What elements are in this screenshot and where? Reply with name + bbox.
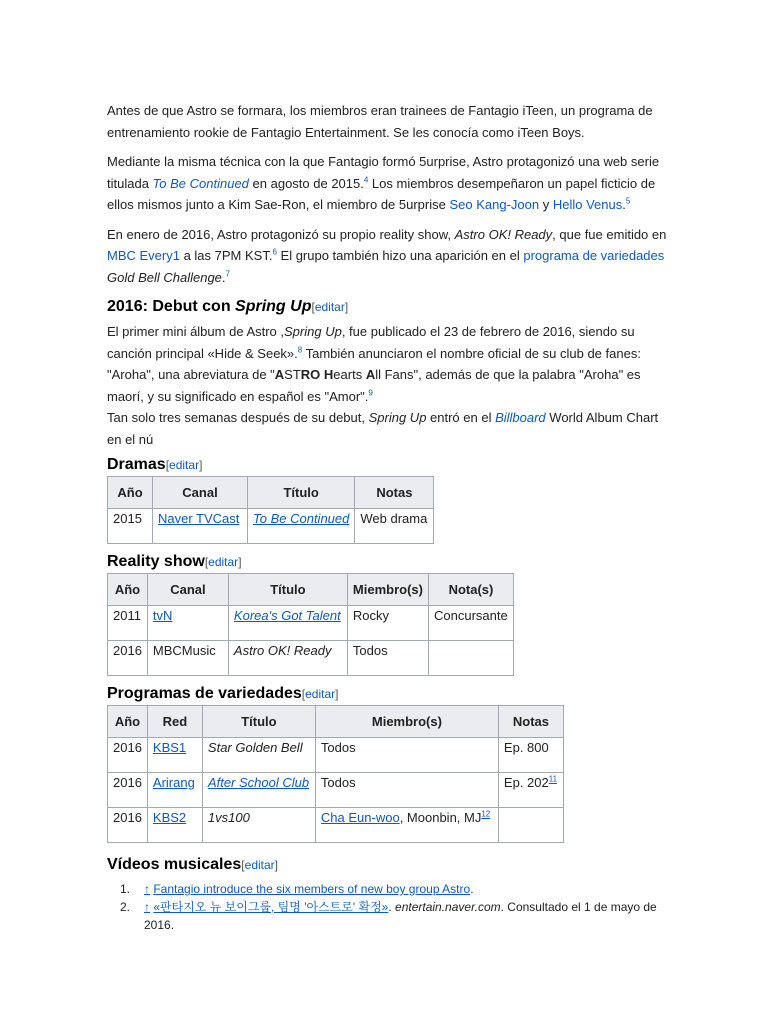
column-header: Título [202, 706, 315, 738]
text: , fue publicado el 23 de febrero de 2016, siendo su canción principal «Hide & Seek». [107, 324, 635, 361]
cell-channel [147, 606, 228, 641]
cell-notes: Web drama [355, 509, 434, 544]
reference-text: . [470, 882, 474, 896]
text: El primer mini álbum de Astro , [107, 324, 285, 339]
table-row [108, 808, 564, 843]
italic-title: Spring Up [368, 410, 427, 425]
table-row [108, 738, 564, 773]
bracket: ] [344, 300, 349, 314]
table-row [108, 509, 434, 544]
italic-title: Astro OK! Ready [454, 226, 553, 242]
intro-text: Antes de que Astro se formara, los miembros eran trainees de Fantagio iTeen, un programa de entrenamiento rookie de Fantagio Entertainment. Se les conocía como iTeen Boys. [107, 103, 653, 140]
reference-source: entertain.naver.com [395, 900, 501, 914]
heading-text: Vídeos musicales [107, 856, 242, 873]
text: En enero de 2016, Astro protagonizó su propio reality show, [107, 226, 455, 242]
members-text: , Moonbin, MJ [399, 810, 482, 825]
reference-link[interactable]: Fantagio introduce the six members of new boy group Astro [153, 882, 471, 896]
notes-text: Ep. 202 [503, 775, 549, 790]
column-header: Notas [355, 477, 434, 509]
column-header: Año [108, 574, 148, 606]
debut-paragraph-1 [107, 321, 667, 407]
reference-text: . Consultado el 1 de mayo de 2016. [144, 900, 657, 932]
link-to-be-continued[interactable]: To Be Continued [253, 511, 350, 526]
cell-members [315, 808, 498, 843]
text: ll Fans", además de que la palabra "Aroha" es maorí, y su significado en español es "Amor". [107, 367, 641, 404]
link-kbs2[interactable]: KBS2 [152, 810, 187, 825]
edit-link[interactable]: editar [244, 858, 275, 872]
link-mbc-every1[interactable]: MBC Every1 [107, 248, 180, 263]
back-arrow-link[interactable]: ↑ [144, 900, 150, 914]
edit-link[interactable]: editar [314, 300, 345, 314]
reference-number: 2. [120, 900, 131, 914]
ref-4[interactable]: 4 [363, 175, 369, 185]
section-heading-variety [107, 683, 667, 705]
link-koreas-got-talent[interactable]: Korea's Got Talent [233, 608, 341, 623]
cell-year: 2016 [108, 641, 148, 676]
bracket: ] [335, 687, 339, 701]
column-header: Notas [498, 706, 563, 738]
text: y [539, 197, 553, 212]
intro-paragraph-3 [107, 224, 667, 289]
bracket: [ [241, 858, 245, 872]
cell-title [228, 606, 347, 641]
italic-title: Spring Up [284, 324, 342, 339]
reality-show-table [107, 573, 514, 676]
references-list [120, 880, 680, 934]
text: Los miembros desempeñaron un papel ficticio de ellos mismos junto a Kim Sae-Ron, el miembro de 5urprise [107, 175, 656, 212]
text: Tan solo tres semanas después de su debut, [107, 410, 369, 425]
edit-link[interactable]: editar [305, 687, 336, 701]
intro-paragraph-1 [107, 100, 667, 143]
article-body [107, 100, 667, 876]
edit-section-link[interactable] [205, 555, 242, 569]
ref-7[interactable]: 7 [225, 269, 230, 279]
section-heading-debut [107, 296, 667, 318]
cell-network [147, 773, 202, 808]
section-heading-dramas [107, 454, 667, 476]
text: entró en el [426, 410, 496, 425]
cell-year: 2011 [108, 606, 148, 641]
heading-text: Reality show [107, 553, 205, 570]
column-header: Canal [153, 477, 248, 509]
cell-title: Star Golden Bell [202, 738, 315, 773]
column-header: Canal [147, 574, 228, 606]
cell-year: 2016 [108, 773, 148, 808]
heading-text: Programas de variedades [107, 685, 302, 702]
edit-section-link[interactable] [311, 300, 348, 314]
ref-5[interactable]: 5 [625, 196, 631, 206]
ref-12[interactable]: 12 [481, 809, 491, 819]
text: a las 7PM KST. [179, 248, 273, 263]
text: El grupo también hizo una aparición en el [276, 248, 524, 263]
bracket: [ [165, 458, 170, 472]
link-cha-eun-woo[interactable]: Cha Eun-woo [320, 810, 400, 825]
link-programa-de-variedades[interactable]: programa de variedades [523, 248, 665, 263]
bold-letter: A [274, 367, 285, 382]
column-header: Año [108, 706, 148, 738]
text: en agosto de 2015. [248, 175, 364, 191]
reference-item [120, 880, 680, 898]
cell-title: 1vs100 [202, 808, 315, 843]
bracket: ] [274, 858, 279, 872]
cell-members: Todos [315, 773, 498, 808]
link-to-be-continued[interactable]: To Be Continued [152, 175, 249, 191]
link-arirang[interactable]: Arirang [152, 775, 195, 790]
edit-section-link[interactable] [166, 458, 203, 472]
cell-notes: Ep. 800 [498, 738, 563, 773]
bracket: [ [301, 687, 306, 701]
ref-9[interactable]: 9 [368, 388, 373, 398]
edit-link[interactable]: editar [208, 555, 239, 569]
text: . [622, 197, 626, 212]
text: También anunciaron el nombre oficial de su club de fanes: "Aroha", una abreviatura de " [107, 345, 641, 382]
section-heading-music-videos [107, 854, 667, 876]
edit-link[interactable]: editar [169, 458, 200, 472]
cell-notes: Concursante [428, 606, 513, 641]
column-header: Miembro(s) [347, 574, 428, 606]
cell-members: Todos [347, 641, 428, 676]
cell-channel: MBCMusic [147, 641, 228, 676]
edit-section-link[interactable] [302, 687, 339, 701]
cell-title [248, 509, 355, 544]
ref-6[interactable]: 6 [272, 247, 277, 257]
cell-channel [153, 509, 248, 544]
bracket: [ [204, 555, 209, 569]
bracket: [ [311, 300, 315, 314]
cell-title: Astro OK! Ready [228, 641, 347, 676]
variety-table [107, 705, 564, 843]
debut-paragraph-2 [107, 407, 667, 450]
table-header-row [108, 706, 564, 738]
cell-notes [498, 773, 563, 808]
reference-item: 2. ↑ «판타지오 뉴 보이그룹, 팀명 '아스트로' 확정». entertain.naver.com. Consultado el 1 de mayo de 2016. [120, 900, 657, 932]
heading-italic: Spring Up [235, 298, 312, 315]
italic-title: Gold Bell Challenge [107, 269, 222, 285]
intro-paragraph-2 [107, 151, 667, 216]
text: , que fue emitido en [552, 226, 667, 242]
section-heading-reality-show [107, 551, 667, 573]
table-row [108, 641, 514, 676]
reference-number: 1. [120, 882, 131, 896]
table-row [108, 773, 564, 808]
cell-year: 2016 [108, 738, 148, 773]
heading-text: 2016: Debut con [107, 298, 236, 315]
bracket: ] [238, 555, 242, 569]
edit-section-link[interactable] [241, 858, 278, 872]
reference-link[interactable]: «판타지오 뉴 보이그룹, 팀명 '아스트로' 확정» [153, 900, 389, 914]
cell-members: Todos [315, 738, 498, 773]
cell-notes [428, 641, 513, 676]
link-naver-tvcast[interactable]: Naver TVCast [158, 511, 240, 526]
back-arrow-link[interactable]: ↑ [144, 882, 150, 896]
column-header: Nota(s) [428, 574, 513, 606]
cell-year: 2016 [108, 808, 148, 843]
heading-text: Dramas [107, 456, 166, 473]
link-billboard[interactable]: Billboard [495, 410, 546, 425]
bold-letter: RO H [300, 367, 334, 382]
link-after-school-club[interactable]: After School Club [207, 775, 310, 790]
column-header: Año [108, 477, 153, 509]
link-seo-kang-joon[interactable]: Seo Kang-Joon [449, 197, 540, 212]
cell-members: Rocky [347, 606, 428, 641]
cell-network [147, 808, 202, 843]
link-hello-venus[interactable]: Hello Venus [552, 197, 623, 212]
column-header: Miembro(s) [315, 706, 498, 738]
cell-notes [498, 808, 563, 843]
ref-8[interactable]: 8 [297, 345, 303, 355]
link-kbs1[interactable]: KBS1 [152, 740, 187, 755]
text: World Album Chart en el nú [107, 410, 659, 447]
dramas-table [107, 476, 434, 544]
table-header-row [108, 477, 434, 509]
text: ST [284, 367, 301, 382]
column-header: Título [248, 477, 355, 509]
column-header: Título [228, 574, 347, 606]
column-header: Red [147, 706, 202, 738]
cell-year: 2015 [108, 509, 153, 544]
link-tvn[interactable]: tvN [152, 608, 173, 623]
bold-letter: A [365, 367, 376, 382]
cell-network [147, 738, 202, 773]
table-row [108, 606, 514, 641]
cell-title [202, 773, 315, 808]
ref-11[interactable]: 11 [548, 774, 558, 784]
text: . [221, 269, 226, 285]
text: earts [333, 367, 366, 382]
table-header-row [108, 574, 514, 606]
text: Mediante la misma técnica con la que Fantagio formó 5urprise, Astro protagonizó una web serie titulada [107, 154, 660, 191]
bracket: ] [199, 458, 203, 472]
